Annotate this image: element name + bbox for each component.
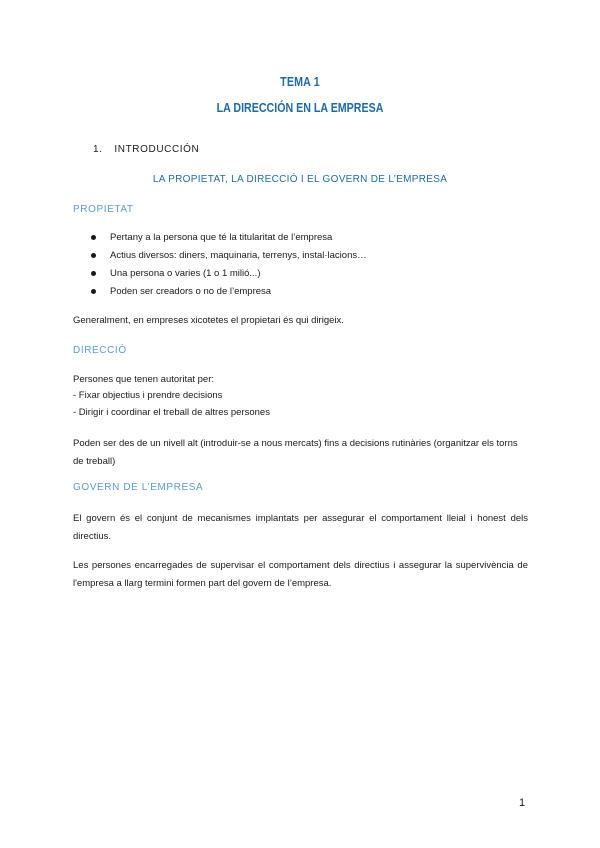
document-title: LA DIRECCIÓN EN LA EMPRESA — [216, 100, 384, 115]
direccio-intro: Persones que tenen autoritat per: — [73, 374, 215, 385]
list-item: Actius diversos: diners, maquinaria, terrenys, instal·lacions… — [91, 250, 367, 268]
heading-govern: GOVERN DE L’EMPRESA — [73, 482, 204, 493]
direccio-item: - Dirigir i coordinar el treball de altres persones — [73, 407, 270, 418]
list-item: Una persona o varies (1 o 1 milió...) — [91, 268, 367, 286]
list-item: Pertany a la persona que té la titularitat de l’empresa — [91, 232, 367, 250]
list-item: Poden ser creadors o no de l’empresa — [91, 286, 367, 304]
govern-paragraph-1: El govern és el conjunt de mecanismes implantats per assegurar el comportament lleial i honest dels directius. — [73, 513, 528, 542]
heading-direccio: DIRECCIÓ — [73, 345, 127, 356]
section-subtitle: LA PROPIETAT, LA DIRECCIÓ I EL GOVERN DE L’EMPRESA — [152, 174, 448, 185]
propietat-bullet-list — [91, 232, 367, 304]
propietat-note: Generalment, en empreses xicotetes el propietari és qui dirigeix. — [73, 315, 344, 326]
section-introduction — [93, 144, 199, 155]
bullet-icon — [91, 253, 96, 258]
topic-number: TEMA 1 — [280, 74, 320, 89]
page-number: 1 — [519, 797, 526, 809]
bullet-icon — [91, 271, 96, 276]
direccio-note: Poden ser des de un nivell alt (introduir-se a nous mercats) fins a decisions rutinàries (organitzar els torns de treball) — [73, 438, 518, 467]
section-number: 1. — [93, 144, 103, 155]
govern-paragraph-2: Les persones encarregades de supervisar el comportament dels directius i assegurar la supervivència de l'empresa a llarg termini formen part del govern de l’empresa. — [73, 560, 528, 589]
direccio-item: - Fixar objectius i prendre decisions — [73, 390, 223, 401]
heading-propietat: PROPIETAT — [73, 204, 134, 215]
section-label: INTRODUCCIÓN — [114, 144, 200, 155]
bullet-icon — [91, 289, 96, 294]
bullet-icon — [91, 235, 96, 240]
